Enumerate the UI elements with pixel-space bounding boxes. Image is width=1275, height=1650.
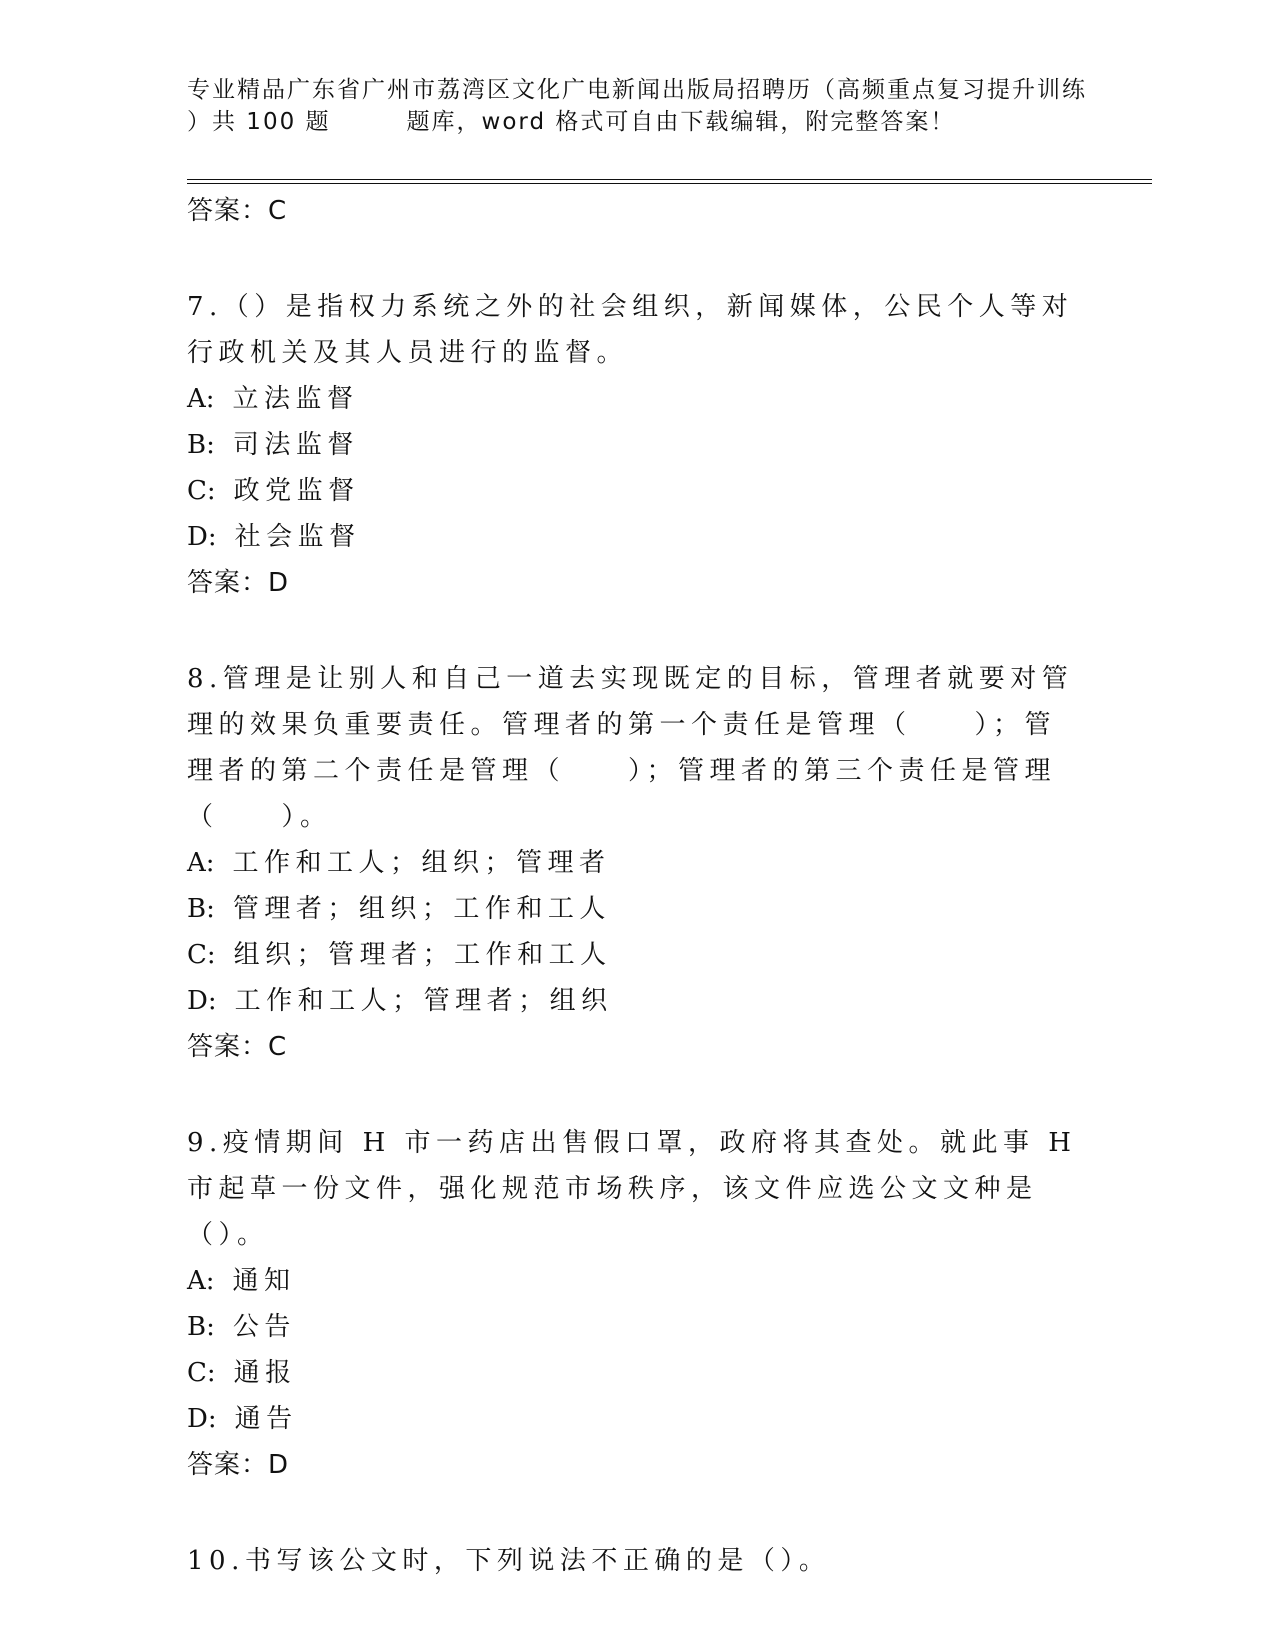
header-rule-bottom	[187, 183, 1152, 184]
answer-line: 答案：D	[187, 568, 290, 598]
option-text: 立法监督	[232, 384, 359, 414]
option-text: 通报	[233, 1358, 297, 1388]
option-text: 工作和工人；管理者；组织	[234, 986, 613, 1016]
question-10	[187, 1538, 1077, 1584]
option-text: 工作和工人；组织；管理者	[232, 848, 611, 878]
header-question-count: ）共 100 题	[187, 109, 331, 135]
option-b	[187, 1304, 1077, 1350]
option-text: 政党监督	[233, 476, 360, 506]
option-text: 通知	[232, 1266, 296, 1296]
answer-line: 答案：C	[187, 196, 288, 226]
header-line-1: 专业精品广东省广州市荔湾区文化广电新闻出版局招聘历（高频重点复习提升训练	[187, 77, 1087, 103]
header-rule-top	[187, 179, 1152, 180]
document-header	[187, 74, 1087, 138]
question-text: 7.（）是指权力系统之外的社会组织，新闻媒体，公民个人等对行政机关及其人员进行的监督。	[187, 292, 1074, 368]
option-label: C:	[187, 940, 216, 970]
question-8	[187, 656, 1077, 1070]
question-9	[187, 1120, 1077, 1488]
option-text: 公告	[232, 1312, 296, 1342]
question-7	[187, 284, 1077, 606]
option-c	[187, 1350, 1077, 1396]
option-d	[187, 978, 1077, 1024]
answer-line: 答案：C	[187, 1032, 288, 1062]
option-label: D:	[187, 522, 217, 552]
question-text: 10.书写该公文时，下列说法不正确的是（）。	[187, 1546, 831, 1576]
option-text: 组织；管理者；工作和工人	[233, 940, 612, 970]
option-d	[187, 1396, 1077, 1442]
option-label: A:	[187, 1266, 215, 1296]
option-label: B:	[187, 1312, 215, 1342]
option-label: A:	[187, 848, 215, 878]
option-d	[187, 514, 1077, 560]
option-text: 管理者；组织；工作和工人	[232, 894, 611, 924]
answer-line: 答案：D	[187, 1450, 290, 1480]
option-text: 通告	[234, 1404, 298, 1434]
option-c	[187, 932, 1077, 978]
option-a	[187, 1258, 1077, 1304]
option-c	[187, 468, 1077, 514]
option-label: D:	[187, 986, 217, 1016]
document-body	[187, 188, 1077, 1584]
question-text: 8.管理是让别人和自己一道去实现既定的目标，管理者就要对管理的效果负重要责任。管理者的第一个责任是管理（ ）；管理者的第二个责任是管理（ ）；管理者的第三个责任是管理（ ）。	[187, 664, 1074, 832]
option-label: D:	[187, 1404, 217, 1434]
option-label: C:	[187, 1358, 216, 1388]
option-label: B:	[187, 430, 215, 460]
option-a	[187, 376, 1077, 422]
option-b	[187, 886, 1077, 932]
option-text: 司法监督	[232, 430, 359, 460]
option-label: C:	[187, 476, 216, 506]
option-a	[187, 840, 1077, 886]
question-text: 9.疫情期间 H 市一药店出售假口罩，政府将其查处。就此事 H 市起草一份文件，强化规范市场秩序，该文件应选公文文种是（）。	[187, 1128, 1077, 1250]
option-label: A:	[187, 384, 215, 414]
header-description: 题库，word 格式可自由下载编辑，附完整答案！	[406, 109, 956, 135]
option-text: 社会监督	[234, 522, 361, 552]
header-line-2	[187, 106, 1087, 138]
option-label: B:	[187, 894, 215, 924]
option-b	[187, 422, 1077, 468]
